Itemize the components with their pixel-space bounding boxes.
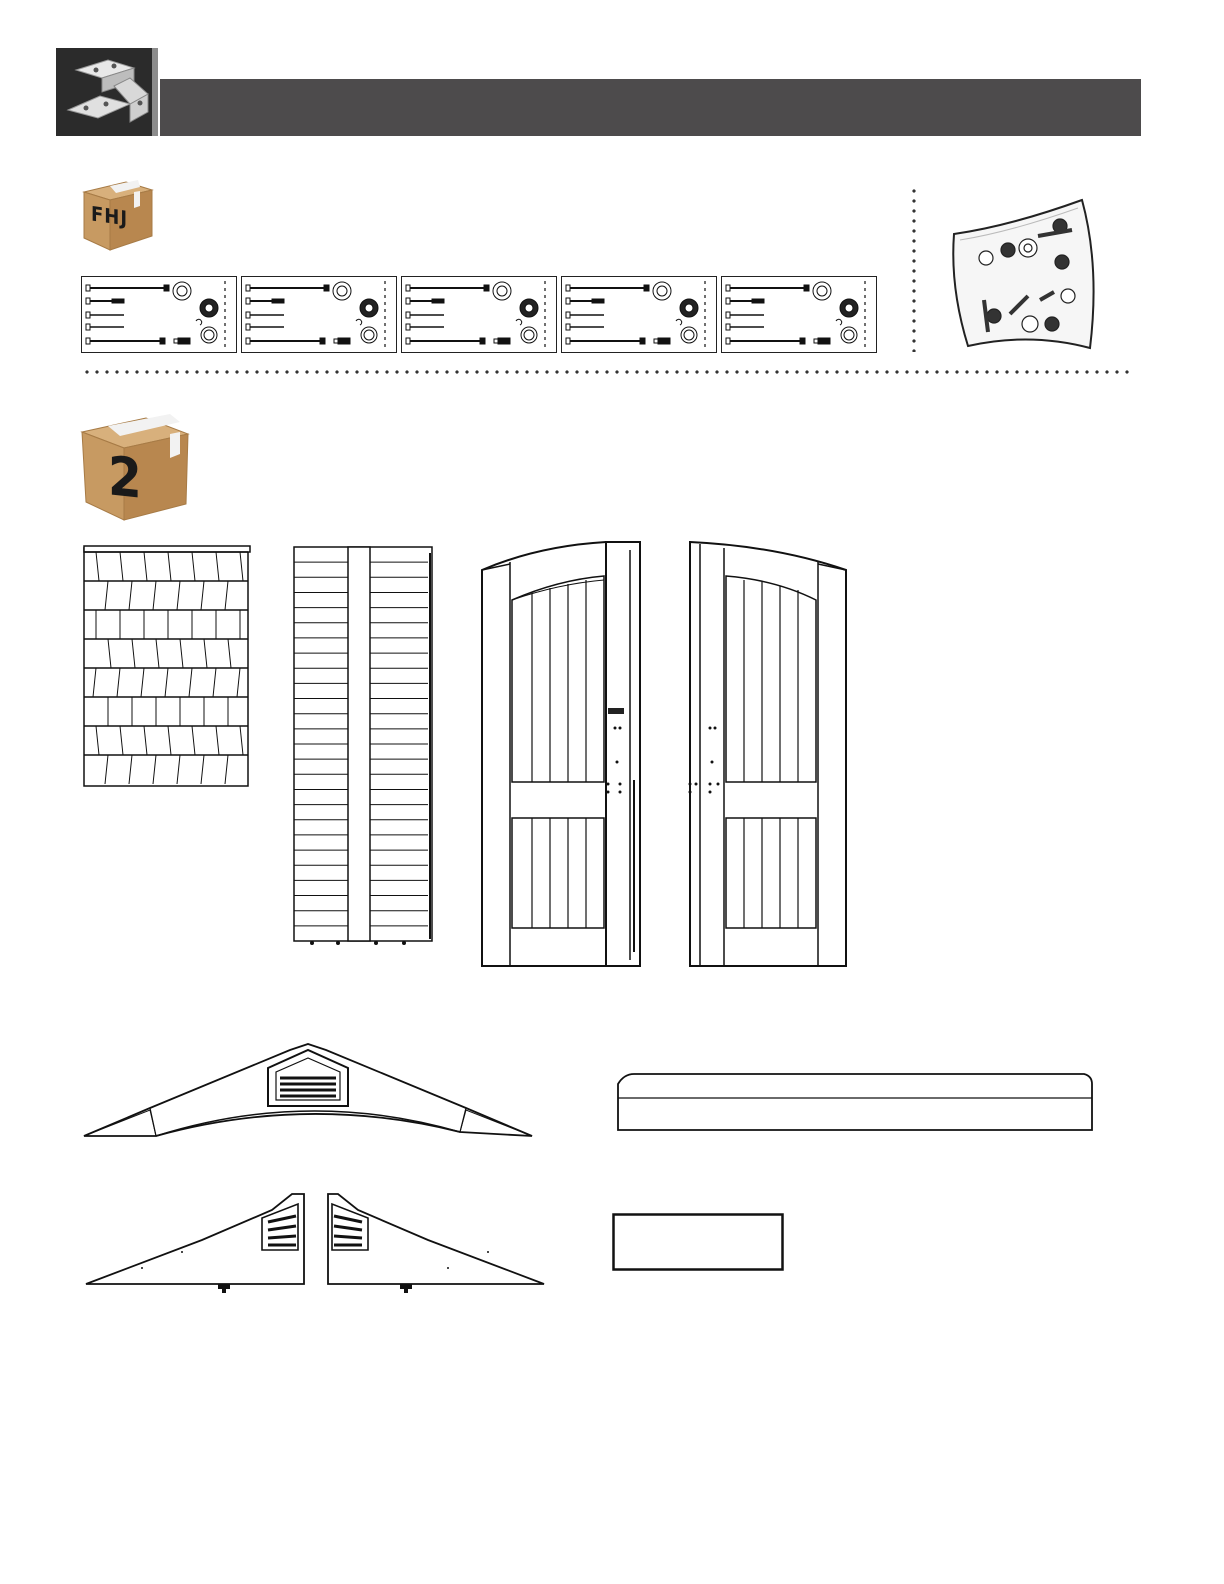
hardware-card-3 [401,276,557,353]
header-icon-edge [152,48,158,136]
ridge-beam [614,1070,1096,1134]
hardware-card-4 [561,276,717,353]
box-2-label: 2 [108,444,142,511]
box-fhj [80,178,156,254]
box-2 [80,414,192,524]
gable-peak-with-vent [80,1040,536,1146]
split-gable-halves [82,1190,548,1294]
right-door [686,540,852,970]
horizontal-dotted-divider [82,370,1132,374]
hardware-card-2 [241,276,397,353]
header-icon-panel [56,48,156,136]
box-fhj-label: FHJ [91,201,129,231]
corner-bracket-icon [56,48,156,136]
hardware-bag [950,196,1100,356]
vertical-dotted-divider [912,186,916,352]
hardware-card-5 [721,276,877,353]
left-door [478,540,644,970]
header-bar [160,79,1141,136]
small-rectangular-plate [612,1213,784,1271]
hardware-card-1 [81,276,237,353]
shingle-roof-panel [82,544,252,788]
siding-wall-panel [290,543,436,947]
